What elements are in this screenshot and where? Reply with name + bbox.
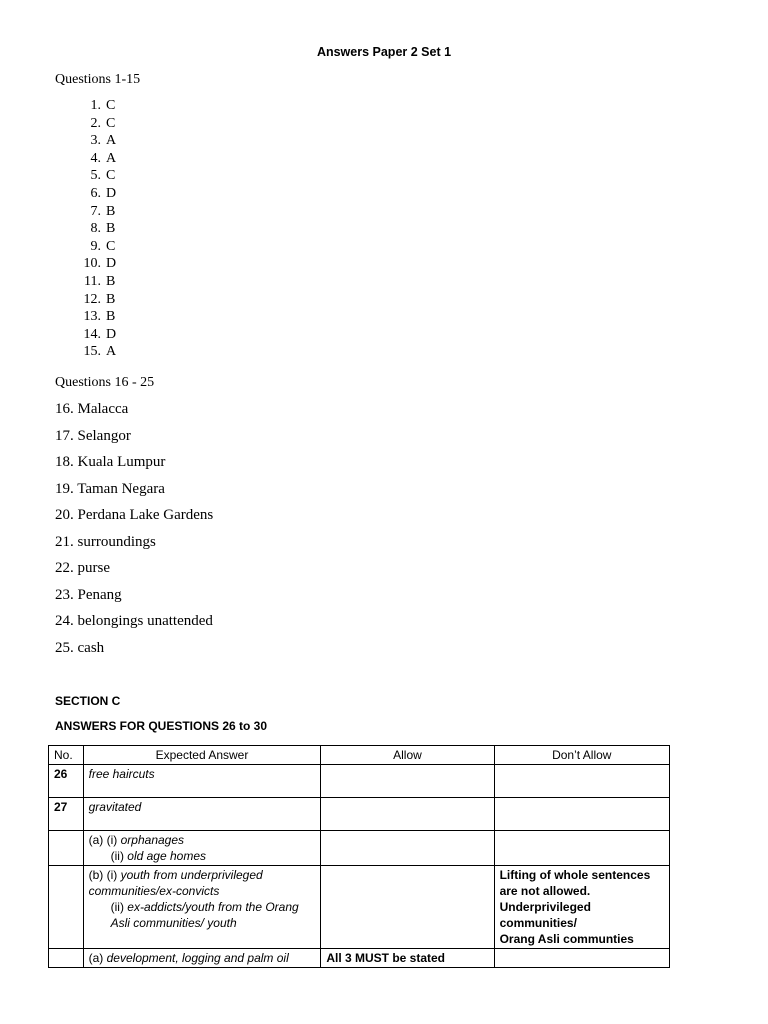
sub-part-ii: (ii) old age homes [110,849,207,863]
col-header-allow: Allow [321,746,494,765]
list-item: 20. Perdana Lake Gardens [55,507,214,523]
col-header-dont-allow: Don’t Allow [494,746,669,765]
list-item: 2. C [90,115,116,131]
list-item: 7. B [90,203,116,219]
table-row [49,866,670,949]
table-row [49,831,670,866]
open-answer-list [55,398,213,663]
sub-part-ii: (ii) ex-addicts/youth from the Orang Asli communities/ youth [110,900,299,930]
dont-allow-note: Lifting of whole sentences are not allowed. [499,868,651,898]
list-item: 23. Penang [55,586,122,603]
col-header-no: No. [49,746,84,765]
sub-part-label: (b) (i) [88,868,118,882]
list-item: 1. C [90,98,116,113]
list-item: 9. C [90,238,116,254]
sub-part-answer: development, logging and palm oil [106,951,289,965]
table-row [49,765,670,798]
list-item: 10. D [83,256,117,272]
section-c-subheading: ANSWERS FOR QUESTIONS 26 to 30 [55,719,268,733]
expected-answer: free haircuts [83,765,321,798]
list-item: 18. Kuala Lumpur [55,454,166,470]
list-item: 25. cash [55,639,105,656]
col-header-expected: Expected Answer [83,746,321,765]
list-item: 21. surroundings [55,533,156,550]
expected-answer [83,831,321,866]
list-item: 11. B [84,273,116,289]
list-item: 6. D [90,185,117,201]
expected-answer [83,866,321,949]
list-item: 5. C [90,168,116,184]
list-item: 22. purse [55,560,110,576]
page-title: Answers Paper 2 Set 1 [316,45,452,59]
dont-allow-cell [494,949,669,968]
list-item: 12. B [83,291,116,307]
list-item: 13. B [83,309,116,325]
table-row [49,798,670,831]
row-number [49,831,84,866]
row-number: 26 [49,765,84,798]
allow-cell [321,831,494,866]
list-item: 8. B [90,221,116,237]
list-item: 3. A [90,133,117,149]
sub-part-label: (a) (i) [88,833,118,847]
sub-part-answer: youth from underprivileged communities/ex-convicts [88,868,263,898]
list-item: 4. A [90,150,117,166]
sub-part-answer: orphanages [120,833,185,847]
dont-allow-note: Underprivileged communities/ [499,900,591,930]
dont-allow-cell [494,866,669,949]
sub-part-label: (a) [88,951,104,965]
list-item: 14. D [83,326,117,342]
section-b-heading: Questions 16 - 25 [55,375,155,390]
dont-allow-cell [494,831,669,866]
dont-allow-cell [494,765,669,798]
table-row [49,949,670,968]
row-number [49,866,84,949]
row-number [49,949,84,968]
dont-allow-note: Orang Asli communties [499,932,634,946]
allow-cell [321,798,494,831]
allow-cell [321,866,494,949]
allow-cell [321,765,494,798]
row-number: 27 [49,798,84,831]
list-item: 15. A [83,344,117,360]
expected-answer: gravitated [83,798,321,831]
list-item: 19. Taman Negara [55,480,165,497]
section-a-heading: Questions 1-15 [55,72,141,87]
mc-answer-list [76,97,116,361]
list-item: 17. Selangor [55,427,131,444]
answer-table [48,745,670,968]
list-item: 24. belongings unattended [55,613,213,629]
list-item: 16. Malacca [55,401,129,417]
expected-answer [83,949,321,968]
section-c-label: SECTION C [55,694,121,708]
table-header-row [49,746,670,765]
dont-allow-cell [494,798,669,831]
allow-cell: All 3 MUST be stated [321,949,494,968]
